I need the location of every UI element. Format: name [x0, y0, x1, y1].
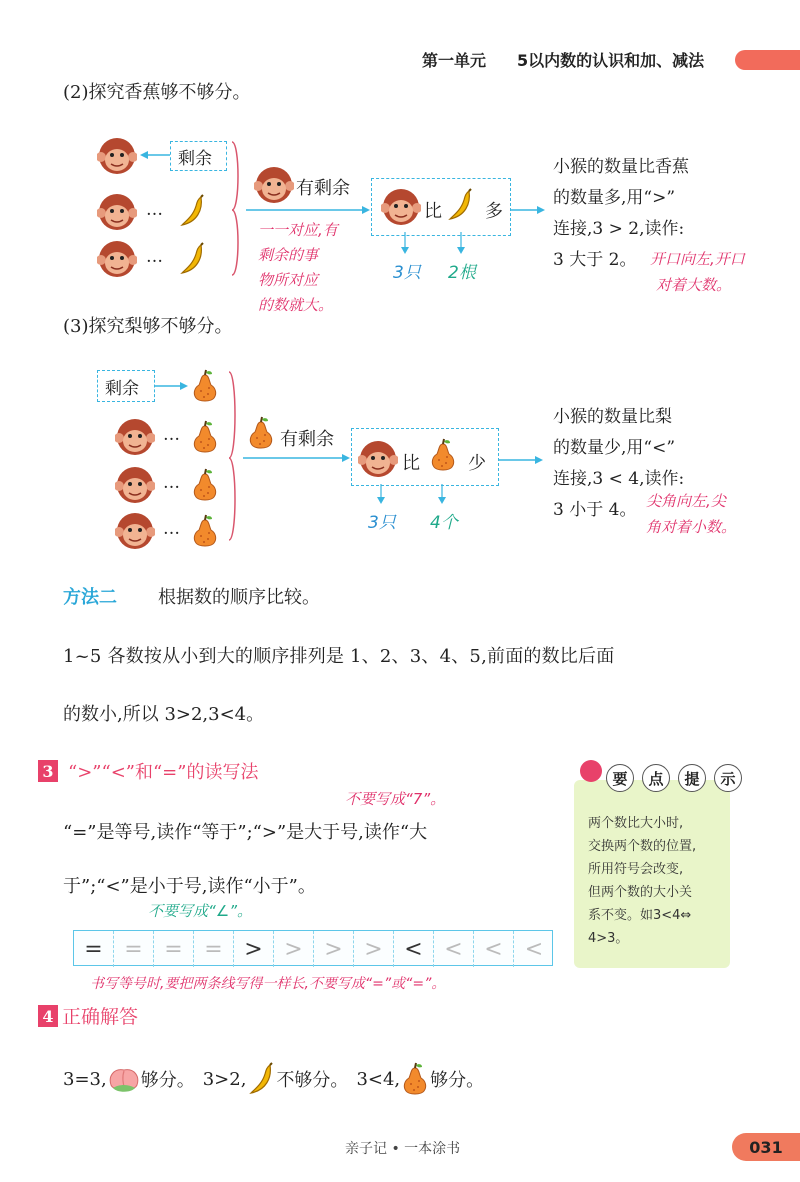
answer-line — [63, 1062, 484, 1096]
note-line: 的数就大。 — [258, 296, 334, 314]
has-leftover-label: 有剩余 — [280, 429, 334, 450]
conclusion-line: 连接,3 < 4,读作: — [553, 469, 685, 489]
conclusion-line: 小猴的数量比香蕉 — [553, 157, 689, 177]
grid-cell: > — [234, 931, 274, 967]
banana-icon — [246, 1062, 276, 1096]
note-left — [258, 218, 338, 318]
answer-b-end: 不够分。 — [276, 1070, 349, 1091]
banana-icon — [177, 194, 207, 228]
grid-cell: > — [354, 931, 394, 967]
grid-cell: < — [524, 936, 544, 962]
conclusion-line: 的数量少,用“<” — [553, 438, 676, 458]
section3-note-top: 不要写成“7”。 — [345, 790, 446, 808]
note-line: 角对着小数。 — [646, 518, 737, 536]
tips-char: 提 — [678, 764, 706, 792]
pear-icon — [190, 514, 220, 548]
section4-title: 正确解答 — [62, 1006, 139, 1028]
tips-line: 所用符号会改变, — [588, 862, 684, 877]
tips-line: 但两个数的大小关 — [588, 885, 693, 900]
section4-number: 4 — [38, 1005, 58, 1027]
section3-note-bottom: 书写等号时,要把两条线写得一样长,不要写成“=”或“=”。 — [90, 976, 446, 992]
header-unit: 第一单元 — [422, 51, 487, 70]
tips-line: 交换两个数的位置, — [588, 839, 697, 854]
compare-word: 比 — [402, 453, 420, 474]
note-line: 剩余的事 — [258, 246, 319, 264]
banana-icon — [177, 242, 207, 276]
monkey-icon — [115, 464, 155, 504]
conclusion-line: 连接,3 > 2,读作: — [553, 219, 685, 239]
section3-line1: “=”是等号,读作“等于”;“>”是大于号,读作“大 — [63, 822, 428, 843]
result-word: 少 — [468, 453, 486, 474]
conclusion-line: 3 大于 2。 — [553, 250, 637, 270]
note-line: 一一对应,有 — [258, 221, 338, 239]
grid-cell: < — [434, 931, 474, 967]
pin-icon — [580, 760, 602, 782]
result-word: 多 — [485, 201, 503, 222]
conclusion-line: 小猴的数量比梨 — [553, 407, 672, 427]
grid-cell: > — [314, 931, 354, 967]
pear-icon — [428, 438, 458, 472]
note-line: 对着大数。 — [656, 276, 732, 294]
pear-icon — [190, 468, 220, 502]
answer-a: 3=3, — [63, 1068, 107, 1090]
section3-number: 3 — [38, 760, 58, 782]
dots: … — [146, 200, 163, 220]
grid-cell: > — [274, 931, 314, 967]
method2-line1: 1~5 各数按从小到大的顺序排列是 1、2、3、4、5,前面的数比后面 — [63, 646, 615, 667]
note-right — [646, 488, 736, 540]
note-line: 物所对应 — [258, 271, 319, 289]
tips-title — [606, 764, 742, 792]
dots: … — [163, 473, 180, 493]
has-leftover-label: 有剩余 — [296, 178, 350, 199]
tips-line: 4>3。 — [588, 931, 629, 946]
header-title: 5以内数的认识和加、减法 — [517, 51, 705, 70]
grid-cell: = — [74, 931, 114, 967]
count-monkey: 3只 — [393, 263, 421, 283]
tips-char: 示 — [714, 764, 742, 792]
dots: … — [146, 247, 163, 267]
pear-icon — [400, 1062, 430, 1096]
banana-icon — [445, 188, 475, 222]
tips-char: 点 — [642, 764, 670, 792]
count-monkey: 3只 — [368, 513, 396, 533]
note-right — [650, 246, 745, 298]
part3-heading: (3)探究梨够不够分。 — [63, 316, 233, 337]
grid-cell: = — [154, 931, 194, 967]
conclusion-line: 3 小于 4。 — [553, 500, 637, 520]
tips-line: 系不变。如3<4⇔ — [588, 908, 692, 923]
monkey-icon — [254, 164, 294, 204]
tips-char: 要 — [606, 764, 634, 792]
count-fruit: 4个 — [430, 513, 458, 533]
answer-c: 3<4, — [356, 1068, 401, 1090]
method2-line2: 的数小,所以 3>2,3<4。 — [63, 704, 265, 725]
dots: … — [163, 425, 180, 445]
answer-c-end: 够分。 — [430, 1070, 485, 1091]
dots: … — [163, 519, 180, 539]
grid-cell: = — [194, 931, 234, 967]
pear-icon — [190, 369, 220, 403]
monkey-icon — [381, 186, 421, 226]
monkey-icon — [115, 510, 155, 550]
section3-note-mid: 不要写成“∠”。 — [148, 902, 252, 920]
grid-cell: < — [394, 931, 434, 967]
footer-brand: 亲子记 • 一本涂书 — [345, 1141, 461, 1157]
page-number: 031 — [732, 1133, 800, 1161]
monkey-icon — [115, 416, 155, 456]
method2-label: 方法二 — [63, 587, 117, 608]
pear-icon — [190, 420, 220, 454]
conclusion-line: 的数量多,用“>” — [553, 188, 676, 208]
part2-heading: (2)探究香蕉够不够分。 — [63, 82, 251, 103]
section3-title: “>”“<”和“=”的读写法 — [68, 762, 259, 783]
grid-cell: < — [474, 931, 514, 967]
tips-text — [588, 812, 696, 950]
section3-line2: 于”;“<”是小于号,读作“小于”。 — [63, 876, 316, 897]
writing-grid — [73, 930, 553, 966]
peach-icon — [107, 1064, 141, 1094]
note-line: 开口向左,开口 — [650, 250, 745, 268]
method2-title: 根据数的顺序比较。 — [158, 587, 320, 608]
monkey-icon — [358, 438, 398, 478]
pear-icon — [246, 416, 276, 450]
answer-a-end: 够分。 — [140, 1070, 195, 1091]
tips-line: 两个数比大小时, — [588, 816, 684, 831]
count-fruit: 2根 — [448, 263, 476, 283]
monkey-icon — [97, 191, 137, 231]
monkey-icon — [97, 135, 137, 175]
leftover-label: 剩余 — [105, 379, 139, 399]
grid-cell: = — [114, 931, 154, 967]
note-line: 尖角向左,尖 — [646, 492, 726, 510]
monkey-icon — [97, 238, 137, 278]
leftover-label: 剩余 — [178, 149, 212, 169]
compare-word: 比 — [424, 201, 442, 222]
answer-b: 3>2, — [202, 1068, 247, 1090]
